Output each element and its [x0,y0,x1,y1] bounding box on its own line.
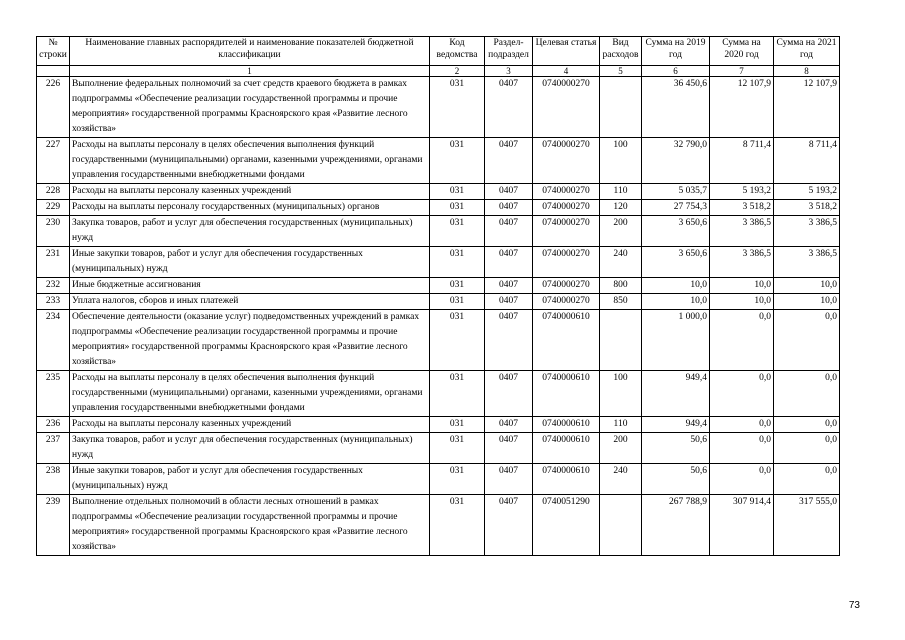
dept-code-cell: 031 [430,184,485,200]
row-number-cell: 226 [37,77,70,138]
table-row [37,464,840,495]
dept-code-cell: 031 [430,247,485,278]
sum-2020-cell: 0,0 [710,464,774,495]
row-number-cell: 227 [37,138,70,184]
table-row [37,247,840,278]
item-name-cell: Иные закупки товаров, работ и услуг для обеспечения государственных (муниципальных) нужд [70,464,430,495]
expense-type-cell: 240 [600,247,642,278]
row-number-cell: 233 [37,294,70,310]
sum-2021-cell: 3 386,5 [774,247,840,278]
section-code-cell: 0407 [485,77,533,138]
section-code-cell: 0407 [485,310,533,371]
sum-2019-cell: 3 650,6 [642,247,710,278]
section-code-cell: 0407 [485,138,533,184]
row-number-cell: 237 [37,433,70,464]
dept-code-cell: 031 [430,77,485,138]
sum-2021-cell: 0,0 [774,464,840,495]
row-number-cell: 238 [37,464,70,495]
dept-code-cell: 031 [430,371,485,417]
sum-2019-cell: 5 035,7 [642,184,710,200]
index-cell [37,66,70,77]
header-sum-2020: Сумма на 2020 год [710,37,774,66]
row-number-cell: 232 [37,278,70,294]
section-code-cell: 0407 [485,464,533,495]
sum-2019-cell: 267 788,9 [642,495,710,556]
table-row [37,495,840,556]
section-code-cell: 0407 [485,216,533,247]
row-number-cell: 230 [37,216,70,247]
sum-2021-cell: 10,0 [774,294,840,310]
table-row [37,294,840,310]
dept-code-cell: 031 [430,464,485,495]
target-article-cell: 0740000270 [533,216,600,247]
sum-2021-cell: 3 518,2 [774,200,840,216]
dept-code-cell: 031 [430,417,485,433]
table-row [37,371,840,417]
target-article-cell: 0740000610 [533,310,600,371]
sum-2019-cell: 10,0 [642,294,710,310]
table-row [37,200,840,216]
item-name-cell: Уплата налогов, сборов и иных платежей [70,294,430,310]
section-code-cell: 0407 [485,495,533,556]
item-name-cell: Закупка товаров, работ и услуг для обеспечения государственных (муниципальных) нужд [70,433,430,464]
target-article-cell: 0740000610 [533,417,600,433]
dept-code-cell: 031 [430,495,485,556]
sum-2020-cell: 3 386,5 [710,247,774,278]
row-number-cell: 228 [37,184,70,200]
row-number-cell: 235 [37,371,70,417]
sum-2020-cell: 0,0 [710,433,774,464]
row-number-cell: 231 [37,247,70,278]
header-sum-2019: Сумма на 2019 год [642,37,710,66]
section-code-cell: 0407 [485,247,533,278]
header-row-no: № строки [37,37,70,66]
table-row [37,184,840,200]
sum-2020-cell: 0,0 [710,371,774,417]
table-row [37,216,840,247]
target-article-cell: 0740000610 [533,371,600,417]
target-article-cell: 0740000610 [533,433,600,464]
row-number-cell: 236 [37,417,70,433]
index-cell: 6 [642,66,710,77]
sum-2021-cell: 317 555,0 [774,495,840,556]
index-cell: 8 [774,66,840,77]
item-name-cell: Закупка товаров, работ и услуг для обеспечения государственных (муниципальных) нужд [70,216,430,247]
section-code-cell: 0407 [485,371,533,417]
sum-2020-cell: 307 914,4 [710,495,774,556]
sum-2021-cell: 10,0 [774,278,840,294]
row-number-cell: 239 [37,495,70,556]
section-code-cell: 0407 [485,433,533,464]
row-number-cell: 234 [37,310,70,371]
sum-2020-cell: 10,0 [710,294,774,310]
sum-2021-cell: 0,0 [774,433,840,464]
table-row [37,278,840,294]
dept-code-cell: 031 [430,433,485,464]
expense-type-cell: 100 [600,371,642,417]
target-article-cell: 0740000270 [533,247,600,278]
sum-2021-cell: 3 386,5 [774,216,840,247]
sum-2019-cell: 1 000,0 [642,310,710,371]
table-row [37,417,840,433]
dept-code-cell: 031 [430,138,485,184]
column-index-row [37,66,840,77]
index-cell: 2 [430,66,485,77]
page-number: 73 [848,600,860,611]
expense-type-cell: 120 [600,200,642,216]
target-article-cell: 0740000270 [533,278,600,294]
sum-2019-cell: 36 450,6 [642,77,710,138]
table-row [37,433,840,464]
budget-table [36,36,840,556]
item-name-cell: Выполнение отдельных полномочий в области лесных отношений в рамках подпрограммы «Обеспечение реализации государственной программы и прочие мероприятия» государственной программы Красноярского края «Развитие лесного хозяйства» [70,495,430,556]
sum-2021-cell: 0,0 [774,371,840,417]
header-target: Целевая статья [533,37,600,66]
row-number-cell: 229 [37,200,70,216]
target-article-cell: 0740051290 [533,495,600,556]
dept-code-cell: 031 [430,278,485,294]
expense-type-cell: 110 [600,417,642,433]
sum-2021-cell: 8 711,4 [774,138,840,184]
section-code-cell: 0407 [485,278,533,294]
item-name-cell: Расходы на выплаты персоналу казенных учреждений [70,417,430,433]
item-name-cell: Расходы на выплаты персоналу в целях обеспечения выполнения функций государственными (муниципальными) органами, казенными учреждениями, органами управления государственными внебюджетными фондами [70,138,430,184]
expense-type-cell: 850 [600,294,642,310]
sum-2020-cell: 8 711,4 [710,138,774,184]
sum-2021-cell: 0,0 [774,310,840,371]
table-row [37,77,840,138]
header-name: Наименование главных распорядителей и наименование показателей бюджетной классификации [70,37,430,66]
sum-2019-cell: 3 650,6 [642,216,710,247]
expense-type-cell: 110 [600,184,642,200]
sum-2021-cell: 5 193,2 [774,184,840,200]
section-code-cell: 0407 [485,294,533,310]
section-code-cell: 0407 [485,417,533,433]
item-name-cell: Расходы на выплаты персоналу казенных учреждений [70,184,430,200]
dept-code-cell: 031 [430,200,485,216]
expense-type-cell: 800 [600,278,642,294]
item-name-cell: Обеспечение деятельности (оказание услуг) подведомственных учреждений в рамках подпрограммы «Обеспечение реализации государственной программы и прочие мероприятия» государственной программы Красноярского края «Развитие лесного хозяйства» [70,310,430,371]
target-article-cell: 0740000270 [533,184,600,200]
sum-2020-cell: 0,0 [710,310,774,371]
header-type: Вид расходов [600,37,642,66]
sum-2019-cell: 949,4 [642,371,710,417]
section-code-cell: 0407 [485,184,533,200]
sum-2019-cell: 949,4 [642,417,710,433]
dept-code-cell: 031 [430,310,485,371]
target-article-cell: 0740000270 [533,294,600,310]
sum-2020-cell: 0,0 [710,417,774,433]
sum-2020-cell: 5 193,2 [710,184,774,200]
expense-type-cell: 240 [600,464,642,495]
table-row [37,310,840,371]
item-name-cell: Иные закупки товаров, работ и услуг для обеспечения государственных (муниципальных) нужд [70,247,430,278]
sum-2020-cell: 12 107,9 [710,77,774,138]
sum-2019-cell: 32 790,0 [642,138,710,184]
sum-2021-cell: 0,0 [774,417,840,433]
expense-type-cell: 100 [600,138,642,184]
expense-type-cell [600,310,642,371]
target-article-cell: 0740000270 [533,200,600,216]
target-article-cell: 0740000270 [533,77,600,138]
sum-2020-cell: 3 518,2 [710,200,774,216]
sum-2020-cell: 3 386,5 [710,216,774,247]
header-sum-2021: Сумма на 2021 год [774,37,840,66]
sum-2019-cell: 10,0 [642,278,710,294]
sum-2021-cell: 12 107,9 [774,77,840,138]
index-cell: 7 [710,66,774,77]
index-cell: 1 [70,66,430,77]
section-code-cell: 0407 [485,200,533,216]
table-body [37,77,840,556]
sum-2020-cell: 10,0 [710,278,774,294]
target-article-cell: 0740000610 [533,464,600,495]
sum-2019-cell: 50,6 [642,464,710,495]
sum-2019-cell: 50,6 [642,433,710,464]
expense-type-cell [600,77,642,138]
item-name-cell: Расходы на выплаты персоналу в целях обеспечения выполнения функций государственными (муниципальными) органами, казенными учреждениями, органами управления государственными внебюджетными фондами [70,371,430,417]
item-name-cell: Расходы на выплаты персоналу государственных (муниципальных) органов [70,200,430,216]
index-cell: 3 [485,66,533,77]
expense-type-cell [600,495,642,556]
dept-code-cell: 031 [430,294,485,310]
sum-2019-cell: 27 754,3 [642,200,710,216]
table-row [37,138,840,184]
header-row [37,37,840,66]
target-article-cell: 0740000270 [533,138,600,184]
item-name-cell: Выполнение федеральных полномочий за счет средств краевого бюджета в рамках подпрограммы «Обеспечение реализации государственной программы и прочие мероприятия» государственной программы Красноярского края «Развитие лесного хозяйства» [70,77,430,138]
header-section: Раздел-подраздел [485,37,533,66]
expense-type-cell: 200 [600,216,642,247]
index-cell: 5 [600,66,642,77]
header-dept: Код ведомства [430,37,485,66]
expense-type-cell: 200 [600,433,642,464]
item-name-cell: Иные бюджетные ассигнования [70,278,430,294]
dept-code-cell: 031 [430,216,485,247]
index-cell: 4 [533,66,600,77]
